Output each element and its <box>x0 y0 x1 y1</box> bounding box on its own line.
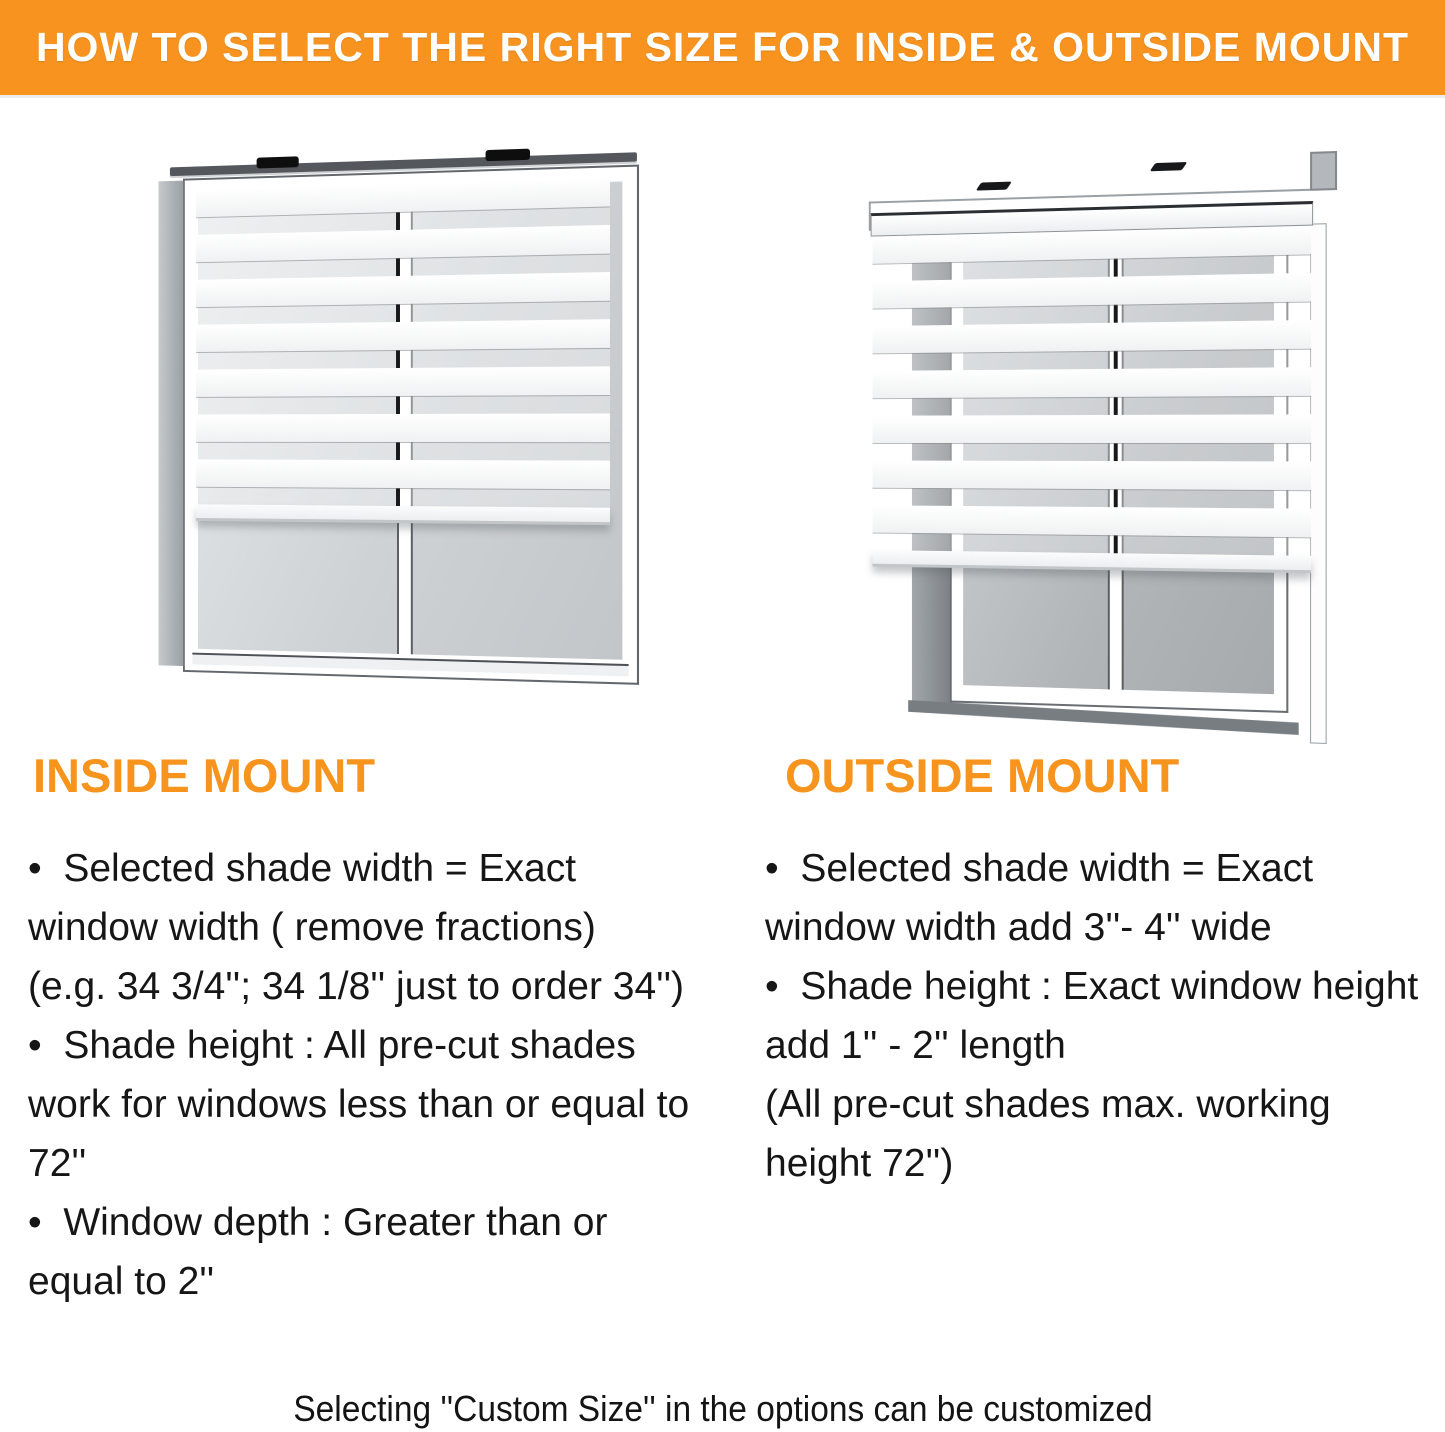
shade-band <box>873 414 1312 443</box>
mounting-bracket-icon <box>976 182 1012 191</box>
inside-mount-bullets <box>28 839 728 1311</box>
mounting-bracket-icon <box>486 149 530 162</box>
shade-band <box>196 366 610 397</box>
text-line: equal to 2'' <box>28 1260 215 1303</box>
text-line: • Selected shade width = Exact <box>28 847 577 890</box>
shade-band <box>873 320 1312 353</box>
banner <box>0 0 1445 98</box>
footer-note <box>0 1388 1445 1430</box>
window-side-jamb <box>159 181 185 667</box>
shade-band <box>196 225 610 262</box>
wall-top-line <box>869 189 1313 204</box>
shade-band <box>196 459 610 489</box>
outside-mount-heading: OUTSIDE MOUNT <box>785 749 1180 802</box>
shade-band <box>873 273 1312 309</box>
shade-band <box>873 367 1312 398</box>
shade-band <box>873 461 1312 491</box>
inside-mount-illustration <box>148 138 648 733</box>
text-line: window width add 3''- 4'' wide <box>765 906 1272 949</box>
text-line: work for windows less than or equal to <box>28 1083 690 1126</box>
text-line: • Selected shade width = Exact <box>765 847 1314 890</box>
shade-band <box>196 413 610 442</box>
text-line: (All pre-cut shades max. working <box>765 1083 1331 1126</box>
text-line: height 72'') <box>765 1142 954 1185</box>
shade-band <box>196 272 610 307</box>
window-side-channel <box>1310 223 1327 744</box>
mounting-bracket-icon <box>1150 162 1188 171</box>
text-line: window width ( remove fractions) <box>28 906 596 949</box>
mounting-bracket-icon <box>257 156 299 168</box>
inside-mount-heading: INSIDE MOUNT <box>33 749 376 802</box>
text-line: • Shade height : Exact window height <box>765 965 1419 1008</box>
outside-mount-bullets <box>765 839 1445 1193</box>
inside-window-3d <box>159 129 652 742</box>
zebra-shade <box>873 226 1312 574</box>
footer-note-text: Selecting ''Custom Size'' in the options can be customized <box>292 1388 1153 1429</box>
text-line: add 1'' - 2'' length <box>765 1024 1066 1067</box>
zebra-shade <box>196 178 610 525</box>
end-bracket-icon <box>1310 151 1337 191</box>
text-line: (e.g. 34 3/4''; 34 1/8'' just to order 34'') <box>28 965 685 1008</box>
banner-title: HOW TO SELECT THE RIGHT SIZE FOR INSIDE & OUTSIDE MOUNT <box>35 24 1410 70</box>
text-line: 72'' <box>28 1142 87 1185</box>
shade-band <box>196 319 610 352</box>
text-line: • Shade height : All pre-cut shades <box>28 1024 636 1067</box>
shade-band <box>873 505 1312 537</box>
outside-mount-illustration <box>853 133 1338 751</box>
text-line: • Window depth : Greater than or <box>28 1201 608 1244</box>
outside-window-3d <box>863 124 1341 760</box>
